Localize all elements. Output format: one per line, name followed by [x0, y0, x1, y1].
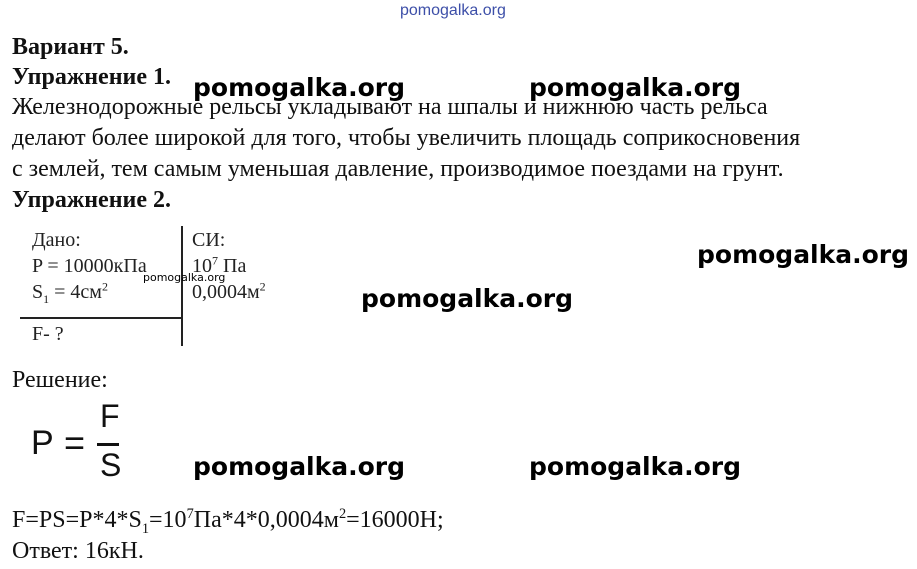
table-horizontal-divider [20, 317, 182, 319]
fraction-bar [97, 443, 119, 446]
given-area: $S_1 = 4см^2$ [32, 279, 108, 306]
solution-label: Решение: [12, 367, 108, 393]
variant-title: Вариант 5. [12, 34, 129, 60]
watermark-6: pomogalka.org [529, 452, 742, 481]
watermark-3: pomogalka.org [697, 240, 910, 269]
find-force: F- ? [32, 323, 64, 345]
exercise2-title: Упражнение 2. [12, 187, 172, 213]
watermark-top: pomogalka.org [400, 2, 506, 19]
watermark-2: pomogalka.org [529, 73, 742, 102]
watermark-1: pomogalka.org [193, 73, 406, 102]
given-header: Дано: [32, 229, 81, 251]
formula-equals: = [64, 422, 86, 463]
formula-denominator: S [100, 447, 122, 483]
exercise1-title: Упражнение 1. [12, 64, 172, 90]
watermark-4: pomogalka.org [361, 284, 574, 313]
answer-line: Ответ: 16кН. [12, 538, 144, 564]
formula-lhs: P [31, 424, 54, 462]
watermark-tiny: pomogalka.org [143, 271, 226, 284]
si-area: $0,0004м^2$ [192, 279, 266, 303]
given-pressure: P = 10000кПа [32, 255, 147, 277]
si-header: СИ: [192, 229, 226, 251]
exercise1-line-2: делают более широкой для того, чтобы увеличить площадь соприкосновения [12, 125, 801, 151]
exercise1-line-3: с землей, тем самым уменьшая давление, производимое поездами на грунт. [12, 156, 784, 182]
formula-numerator: F [100, 398, 120, 434]
si-pressure: $10^7$ Па [192, 253, 247, 277]
table-vertical-divider [181, 226, 183, 346]
watermark-5: pomogalka.org [193, 452, 406, 481]
calculation-line: $F=PS=P*4*S_1=10^7Па*4*0,0004м^2=16000Н$; [12, 506, 444, 537]
exercise1-line-1: Железнодорожные рельсы укладывают на шпалы и нижнюю часть рельса [12, 94, 768, 120]
